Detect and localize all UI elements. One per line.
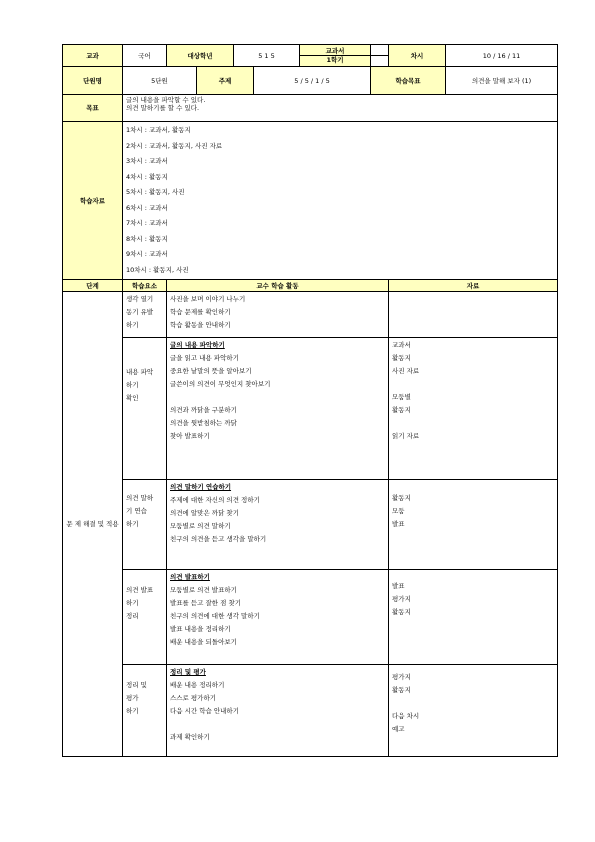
- element-line: 기 연습: [126, 507, 147, 515]
- element-cell: [123, 292, 167, 338]
- activity-heading: 의견 발표하기: [170, 573, 210, 581]
- material-line: [392, 417, 554, 430]
- element-cell: [123, 338, 167, 480]
- activity-line: 다음 시간 학습 안내하기: [170, 707, 239, 715]
- material-line: 활동지: [392, 686, 411, 694]
- activity-line: 글쓴이의 의견이 무엇인지 찾아보기: [170, 380, 271, 388]
- process-row: [63, 292, 558, 338]
- activity-cell: [167, 480, 389, 570]
- header-cell: 대상학년: [167, 45, 234, 67]
- activity-line: 배운 내용을 되돌아보기: [170, 638, 237, 646]
- material-line: 사진 자료: [392, 367, 420, 375]
- material-cell: [389, 665, 558, 757]
- header-cell: [371, 46, 388, 56]
- prep-line: 7차시 : 교과서: [126, 219, 168, 227]
- activity-line: 글을 읽고 내용 파악하기: [170, 354, 239, 362]
- prep-line: 3차시 : 교과서: [126, 157, 168, 165]
- activity-line: 스스로 평가하기: [170, 694, 217, 702]
- prep-label: 학습자료: [63, 122, 123, 280]
- activity-line: 친구의 의견을 듣고 생각을 말하기: [170, 535, 267, 543]
- material-cell: [389, 338, 558, 480]
- element-cell: [123, 665, 167, 757]
- material-cell: [389, 480, 558, 570]
- goal-label: 목표: [63, 95, 123, 122]
- element-line: 생각 열기: [126, 295, 154, 303]
- activity-line: 모둠별로 의견 발표하기: [170, 586, 237, 594]
- header-cell: 5단원: [123, 67, 197, 95]
- element-line: 하기: [126, 520, 139, 528]
- activity-line: 중요한 낱말의 뜻을 알아보기: [170, 367, 252, 375]
- material-line: 예고: [392, 725, 405, 733]
- activity-line: 사진을 보며 이야기 나누기: [170, 295, 246, 303]
- header-cell: 단원명: [63, 67, 123, 95]
- header-cell: 교과: [63, 45, 123, 67]
- activity-heading: 의견 말하기 연습하기: [170, 483, 232, 491]
- activity-cell: [167, 665, 389, 757]
- material-line: 읽기 자료: [392, 432, 420, 440]
- header-cell: 5 1 5: [234, 45, 300, 67]
- header-cell-split: [371, 45, 389, 67]
- header-cell: 교과서: [300, 47, 370, 56]
- header-cell: 국어: [123, 45, 167, 67]
- activity-line: 친구의 의견에 대한 생각 말하기: [170, 612, 260, 620]
- material-line: 평가지: [392, 673, 411, 681]
- goal-row: [63, 95, 558, 122]
- activity-line: 의견에 알맞은 까닭 찾기: [170, 509, 239, 517]
- prep-row: [63, 122, 558, 280]
- process-row: [63, 570, 558, 665]
- element-line: 정리 및: [126, 681, 147, 689]
- material-line: 활동지: [392, 406, 411, 414]
- prep-line: 9차시 : 교과서: [126, 250, 168, 258]
- material-cell: [389, 570, 558, 665]
- header-cell: 5 / 5 / 1 / 5: [254, 67, 371, 95]
- element-line: 확인: [126, 394, 139, 402]
- activity-line: 의견과 까닭을 구분하기: [170, 406, 237, 414]
- activity-line: 배운 내용 정리하기: [170, 681, 225, 689]
- element-line: 하기: [126, 321, 139, 329]
- header-cell: 차시: [389, 45, 446, 67]
- element-line: 평가: [126, 694, 139, 702]
- material-line: 발표: [392, 520, 405, 528]
- header-cell-split: [300, 45, 371, 67]
- header-cell: 의견을 말해 보자 (1): [446, 67, 558, 95]
- goal-line: 의견 말하기를 할 수 있다.: [126, 104, 200, 112]
- prep-line: 5차시 : 활동지, 사진: [126, 188, 185, 196]
- activity-cell: [167, 292, 389, 338]
- goal-line: 글의 내용을 파악할 수 있다.: [126, 96, 206, 104]
- material-line: 다음 차시: [392, 712, 420, 720]
- lesson-plan-table: [62, 44, 558, 757]
- material-line: 교과서: [392, 341, 411, 349]
- activity-line: 발표 내용을 정리하기: [170, 625, 231, 633]
- process-header-row: [63, 280, 558, 292]
- material-line: 모둠별: [392, 393, 411, 401]
- process-row: [63, 665, 558, 757]
- activity-line: 찾아 발표하기: [170, 432, 210, 440]
- column-header: 단계: [63, 280, 123, 292]
- header-cell: 학습목표: [371, 67, 446, 95]
- header-cell: 주제: [197, 67, 254, 95]
- column-header: 교수 학습 활동: [167, 280, 389, 292]
- material-line: 활동지: [392, 494, 411, 502]
- element-line: 의견 말하: [126, 494, 154, 502]
- activity-line: 학습 문제를 확인하기: [170, 308, 231, 316]
- prep-line: 6차시 : 교과서: [126, 203, 168, 212]
- activity-line: [170, 718, 385, 731]
- material-cell: [389, 292, 558, 338]
- activity-line: 의견을 뒷받침하는 까닭: [170, 419, 237, 427]
- material-line: 활동지: [392, 608, 411, 616]
- material-line: [392, 697, 554, 710]
- activity-line: 모둠별로 의견 말하기: [170, 522, 231, 530]
- column-header: 학습요소: [123, 280, 167, 292]
- material-line: 모둠: [392, 507, 405, 515]
- prep-line: 10차시 : 활동지, 사진: [126, 265, 189, 274]
- element-line: 하기: [126, 599, 139, 607]
- element-line: 정리: [126, 612, 139, 620]
- header-cell: 10 / 16 / 11: [446, 45, 558, 67]
- prep-line: 8차시 : 활동지: [126, 234, 168, 243]
- stage-label: 문 제 해결 및 적용: [63, 292, 123, 757]
- activity-line: 학습 활동을 안내하기: [170, 321, 231, 329]
- element-cell: [123, 570, 167, 665]
- element-line: 하기: [126, 707, 139, 715]
- material-line: 평가지: [392, 595, 411, 603]
- material-line: 활동지: [392, 354, 411, 362]
- element-line: 내용 파악: [126, 368, 154, 376]
- prep-line: 2차시 : 교과서, 활동지, 사진 자료: [126, 141, 223, 150]
- header-row-2: [63, 67, 558, 95]
- prep-content: [123, 122, 558, 280]
- material-line: [392, 378, 554, 391]
- material-line: 발표: [392, 582, 405, 590]
- element-line: 하기: [126, 381, 139, 389]
- activity-line: [170, 391, 385, 404]
- goal-content: [123, 95, 558, 122]
- element-cell: [123, 480, 167, 570]
- activity-line: 발표를 듣고 잘한 점 찾기: [170, 599, 242, 607]
- activity-heading: 글의 내용 파악하기: [170, 341, 225, 349]
- process-row: [63, 480, 558, 570]
- header-row-1: [63, 45, 558, 67]
- activity-heading: 정리 및 평가: [170, 668, 206, 676]
- element-line: 의견 발표: [126, 586, 154, 594]
- prep-line: 4차시 : 활동지: [126, 172, 168, 181]
- header-cell: [371, 56, 388, 65]
- column-header: 자료: [389, 280, 558, 292]
- prep-line: 1차시 : 교과서, 활동지: [126, 126, 191, 134]
- activity-line: 과제 확인하기: [170, 733, 210, 741]
- element-line: 동기 유발: [126, 308, 154, 316]
- process-row: [63, 338, 558, 480]
- activity-line: 주제에 대한 자신의 의견 정하기: [170, 496, 260, 504]
- activity-cell: [167, 338, 389, 480]
- header-cell: 1학기: [326, 56, 344, 64]
- activity-cell: [167, 570, 389, 665]
